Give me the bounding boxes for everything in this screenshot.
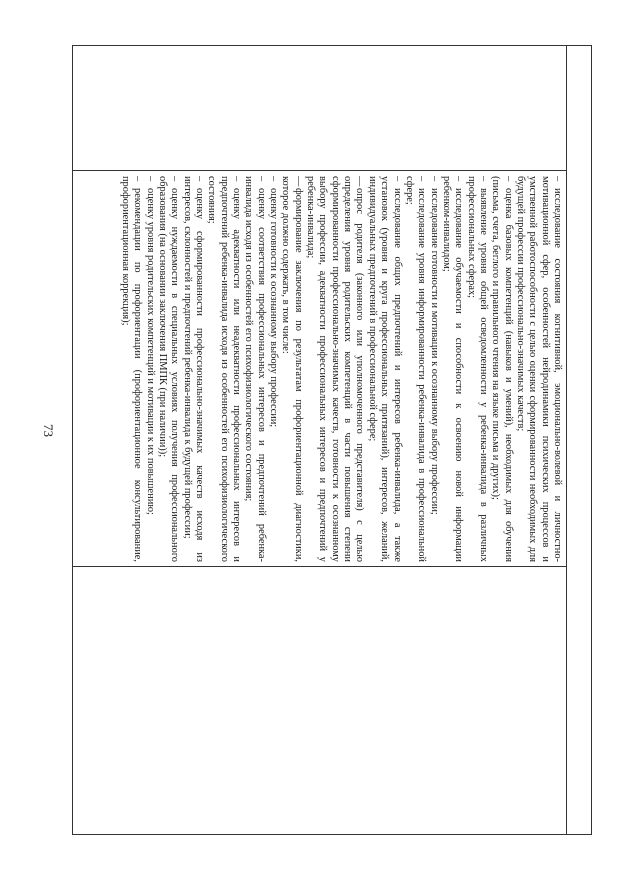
list-item — [464, 176, 489, 562]
list-item-text: исследование состояния когнитивной, эмоционально-волевой и личностно-мотивационной сфер, особенностей нейродинамики психических процессов и умственной работоспособности с целью оценки сформированности необходимых для будущей профессии профессионально-значимых качеств; — [514, 176, 563, 562]
table-row-divider — [566, 46, 567, 834]
list-item-text: опрос родителя (законного или уполномоченного представителя) с целью определения уровня родительских компетенций в части повышения степени сформированности профессионально-значимых качеств, готовности к осознанному выбору профессии, адекватности профессиональных интересов и предпочтений у ребенка-инвалида; — [305, 176, 366, 562]
list-item — [489, 176, 514, 562]
rotated-page — [72, 45, 592, 835]
document-table — [72, 45, 592, 835]
list-item-text: оценку адекватности или неадекватности профессиональных интересов и предпочтений ребенка-инвалида исходя из особенностей его психофизиологического состояния; — [206, 176, 243, 562]
list-item — [119, 176, 144, 562]
list-item-text: исследование обучаемости и способности к освоению новой информации ребенком-инвалидом; — [440, 176, 465, 562]
list-item — [304, 176, 366, 562]
list-dash: – — [428, 176, 440, 182]
list-dash: – — [255, 176, 267, 182]
list-item — [242, 176, 267, 562]
list-item — [514, 176, 563, 562]
list-dash: — — [292, 176, 304, 187]
list-item — [205, 176, 242, 562]
list-dash: – — [416, 176, 428, 182]
list-item-text: рекомендации по профориентации (профориентационное консультирование, профориентационная коррекция); — [119, 176, 144, 562]
table-column-divider-left — [73, 170, 567, 171]
list-item-text: исследование уровня информированности ребенка-инвалида в профессиональной сфере; — [403, 176, 428, 562]
list-dash: – — [144, 176, 156, 182]
page-number: 73 — [41, 424, 56, 437]
list-item-text: исследование общих предпочтений и интересов ребенка-инвалида, а также установок (уровня и круга профессиональных притязаний), интересов, желаний, индивидуальных предпочтений в профессиональной сфере; — [366, 176, 403, 562]
list-item-text: выявление уровня общей осведомленности у ребенка-инвалида в различных профессиональных сферах; — [465, 176, 489, 562]
list-item-text: оценку соответствия профессиональных интересов и предпочтений ребенка-инвалида исходя из особенностей его психофизиологического состояния; — [243, 176, 267, 562]
table-column-divider-right — [73, 566, 567, 567]
list-dash: – — [477, 176, 489, 182]
list-item — [180, 176, 205, 562]
list-item — [366, 176, 403, 562]
list-item — [156, 176, 181, 562]
list-item — [440, 176, 465, 562]
list-item-text: оценку нуждаемости в специальных условиях получения профессионального образования (на основании заключения ПМПК (при наличии)); — [157, 176, 181, 562]
table-body-cell — [75, 176, 563, 562]
list-dash: – — [132, 176, 144, 182]
list-dash: – — [194, 176, 206, 182]
list-item-text: оценку уровня родительских компетенций и мотивации к их повышению; — [144, 188, 156, 515]
list-item-text: оценку сформированности профессионально-значимых качеств исходя из интересов, склонностей и предпочтений ребенка-инвалида к будущей профессии; — [181, 176, 206, 562]
list-item — [427, 176, 439, 562]
list-item — [143, 176, 155, 562]
list-dash: — — [354, 176, 366, 187]
list-dash: – — [268, 176, 280, 182]
list-item-text: оценка базовых компетенций (навыков и умений), необходимых для обучения (письма, счета, беглого и правильного чтения на языке письма и других); — [490, 176, 514, 562]
list-dash: – — [552, 176, 563, 182]
list-item — [403, 176, 428, 562]
list-item-text: формирование заключения по результатам профориентационной диагностики, которое должно содержать, в том числе: — [280, 176, 304, 562]
list-item-text: оценку готовности к осознанному выбору профессии; — [268, 188, 280, 428]
list-item-text: исследование готовности и мотивации к осознанному выбору профессии; — [428, 188, 440, 515]
list-dash: – — [169, 176, 181, 182]
list-item — [267, 176, 279, 562]
list-dash: – — [231, 176, 243, 182]
list-dash: – — [453, 176, 465, 182]
list-item — [279, 176, 304, 562]
list-dash: – — [502, 176, 514, 182]
list-dash: – — [391, 176, 403, 182]
